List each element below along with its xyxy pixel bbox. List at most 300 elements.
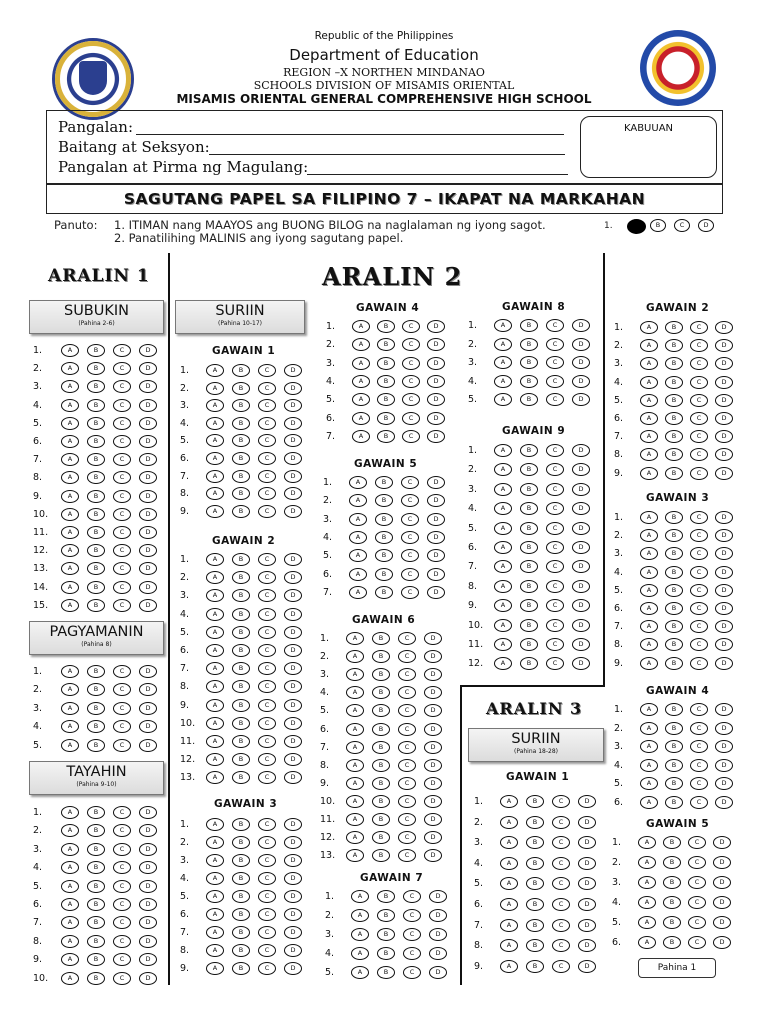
answer-bubble-b[interactable]: B bbox=[665, 602, 683, 615]
answer-bubble-b[interactable]: B bbox=[526, 816, 544, 829]
answer-bubble-d[interactable]: D bbox=[284, 872, 302, 885]
answer-bubble-a[interactable]: A bbox=[352, 412, 370, 425]
answer-bubble-d[interactable]: D bbox=[284, 818, 302, 831]
answer-bubble-d[interactable]: D bbox=[424, 650, 442, 663]
answer-bubble-d[interactable]: D bbox=[572, 599, 590, 612]
answer-bubble-b[interactable]: B bbox=[375, 476, 393, 489]
answer-bubble-b[interactable]: B bbox=[526, 836, 544, 849]
answer-bubble-c[interactable]: C bbox=[552, 857, 570, 870]
answer-bubble-b[interactable]: B bbox=[377, 890, 395, 903]
answer-bubble-a[interactable]: A bbox=[500, 898, 518, 911]
answer-bubble-a[interactable]: A bbox=[638, 916, 656, 929]
answer-bubble-c[interactable]: C bbox=[258, 962, 276, 975]
answer-bubble-c[interactable]: C bbox=[403, 947, 421, 960]
answer-bubble-a[interactable]: A bbox=[640, 703, 658, 716]
answer-bubble-b[interactable]: B bbox=[87, 562, 105, 575]
answer-bubble-c[interactable]: C bbox=[258, 644, 276, 657]
answer-bubble-d[interactable]: D bbox=[715, 529, 733, 542]
answer-bubble-b[interactable]: B bbox=[232, 699, 250, 712]
answer-bubble-d[interactable]: D bbox=[429, 966, 447, 979]
answer-bubble-a[interactable]: A bbox=[61, 490, 79, 503]
answer-bubble-a[interactable]: A bbox=[351, 928, 369, 941]
answer-bubble-d[interactable]: D bbox=[713, 936, 731, 949]
answer-bubble-a[interactable]: A bbox=[640, 357, 658, 370]
answer-bubble-b[interactable]: B bbox=[87, 916, 105, 929]
answer-bubble-c[interactable]: C bbox=[398, 668, 416, 681]
answer-bubble-c[interactable]: C bbox=[398, 777, 416, 790]
answer-bubble-a[interactable]: A bbox=[349, 476, 367, 489]
answer-bubble-a[interactable]: A bbox=[206, 926, 224, 939]
answer-bubble-c[interactable]: C bbox=[113, 702, 131, 715]
answer-bubble-d[interactable]: D bbox=[424, 668, 442, 681]
answer-bubble-d[interactable]: D bbox=[572, 483, 590, 496]
answer-bubble-d[interactable]: D bbox=[139, 683, 157, 696]
answer-bubble-c[interactable]: C bbox=[688, 876, 706, 889]
answer-bubble-c[interactable]: C bbox=[690, 722, 708, 735]
answer-bubble-a[interactable]: A bbox=[640, 448, 658, 461]
answer-bubble-a[interactable]: A bbox=[352, 375, 370, 388]
answer-bubble-a[interactable]: A bbox=[500, 919, 518, 932]
answer-bubble-c[interactable]: C bbox=[690, 566, 708, 579]
answer-bubble-b[interactable]: B bbox=[232, 890, 250, 903]
answer-bubble-d[interactable]: D bbox=[284, 717, 302, 730]
answer-bubble-d[interactable]: D bbox=[424, 741, 442, 754]
answer-bubble-a[interactable]: A bbox=[351, 909, 369, 922]
answer-bubble-a[interactable]: A bbox=[206, 487, 224, 500]
answer-bubble-b[interactable]: B bbox=[87, 898, 105, 911]
answer-bubble-a[interactable]: A bbox=[351, 947, 369, 960]
answer-bubble-d[interactable]: D bbox=[424, 849, 442, 862]
answer-bubble-b[interactable]: B bbox=[232, 608, 250, 621]
answer-bubble-b[interactable]: B bbox=[87, 972, 105, 985]
answer-bubble-b[interactable]: B bbox=[232, 854, 250, 867]
answer-bubble-d[interactable]: D bbox=[139, 599, 157, 612]
answer-bubble-c[interactable]: C bbox=[688, 836, 706, 849]
answer-bubble-a[interactable]: A bbox=[494, 393, 512, 406]
answer-bubble-c[interactable]: C bbox=[402, 357, 420, 370]
answer-bubble-a[interactable]: A bbox=[206, 944, 224, 957]
answer-bubble-b[interactable]: B bbox=[372, 668, 390, 681]
answer-bubble-c[interactable]: C bbox=[690, 357, 708, 370]
answer-bubble-d[interactable]: D bbox=[284, 926, 302, 939]
answer-bubble-a[interactable]: A bbox=[61, 702, 79, 715]
answer-bubble-b[interactable]: B bbox=[663, 916, 681, 929]
answer-bubble-a[interactable]: A bbox=[206, 626, 224, 639]
answer-bubble-b[interactable]: B bbox=[665, 321, 683, 334]
answer-bubble-c[interactable]: C bbox=[402, 393, 420, 406]
answer-bubble-d[interactable]: D bbox=[139, 806, 157, 819]
answer-bubble-b[interactable]: B bbox=[87, 453, 105, 466]
answer-bubble-d[interactable]: D bbox=[715, 584, 733, 597]
answer-bubble-d[interactable]: D bbox=[139, 417, 157, 430]
answer-bubble-d[interactable]: D bbox=[284, 487, 302, 500]
answer-bubble-d[interactable]: D bbox=[429, 928, 447, 941]
answer-bubble-c[interactable]: C bbox=[258, 553, 276, 566]
answer-bubble-d[interactable]: D bbox=[715, 796, 733, 809]
answer-bubble-d[interactable]: D bbox=[427, 513, 445, 526]
answer-bubble-b[interactable]: B bbox=[87, 665, 105, 678]
answer-bubble-c[interactable]: C bbox=[113, 471, 131, 484]
answer-bubble-d[interactable]: D bbox=[427, 412, 445, 425]
answer-bubble-a[interactable]: A bbox=[206, 553, 224, 566]
answer-bubble-d[interactable]: D bbox=[139, 739, 157, 752]
answer-bubble-a[interactable]: A bbox=[494, 463, 512, 476]
answer-bubble-a[interactable]: A bbox=[61, 562, 79, 575]
answer-bubble-b[interactable]: B bbox=[372, 632, 390, 645]
answer-bubble-d[interactable]: D bbox=[715, 547, 733, 560]
answer-bubble-b[interactable]: B bbox=[375, 513, 393, 526]
answer-bubble-a[interactable]: A bbox=[640, 430, 658, 443]
answer-bubble-d[interactable]: D bbox=[572, 522, 590, 535]
answer-bubble-a[interactable]: A bbox=[494, 638, 512, 651]
answer-bubble-b[interactable]: B bbox=[87, 526, 105, 539]
answer-bubble-b[interactable]: B bbox=[665, 657, 683, 670]
answer-bubble-d[interactable]: D bbox=[284, 771, 302, 784]
answer-bubble-c[interactable]: C bbox=[258, 771, 276, 784]
answer-bubble-a[interactable]: A bbox=[494, 599, 512, 612]
answer-bubble-b[interactable]: B bbox=[520, 580, 538, 593]
answer-bubble-a[interactable]: A bbox=[206, 753, 224, 766]
answer-bubble-c[interactable]: C bbox=[688, 896, 706, 909]
name-field[interactable] bbox=[136, 134, 564, 135]
answer-bubble-c[interactable]: C bbox=[546, 444, 564, 457]
answer-bubble-a[interactable]: A bbox=[206, 662, 224, 675]
answer-bubble-c[interactable]: C bbox=[546, 463, 564, 476]
answer-bubble-d[interactable]: D bbox=[139, 843, 157, 856]
answer-bubble-a[interactable]: A bbox=[206, 771, 224, 784]
answer-bubble-b[interactable]: B bbox=[87, 953, 105, 966]
answer-bubble-a[interactable]: A bbox=[61, 344, 79, 357]
answer-bubble-a[interactable]: A bbox=[346, 668, 364, 681]
answer-bubble-a[interactable]: A bbox=[346, 831, 364, 844]
answer-bubble-a[interactable]: A bbox=[494, 580, 512, 593]
answer-bubble-a[interactable]: A bbox=[349, 531, 367, 544]
answer-bubble-a[interactable]: A bbox=[206, 608, 224, 621]
answer-bubble-c[interactable]: C bbox=[258, 680, 276, 693]
answer-bubble-d[interactable]: D bbox=[713, 856, 731, 869]
answer-bubble-b[interactable]: B bbox=[520, 599, 538, 612]
answer-bubble-d[interactable]: D bbox=[715, 722, 733, 735]
answer-bubble-c[interactable]: C bbox=[546, 375, 564, 388]
answer-bubble-c[interactable]: C bbox=[401, 531, 419, 544]
answer-bubble-d[interactable]: D bbox=[139, 453, 157, 466]
answer-bubble-c[interactable]: C bbox=[258, 908, 276, 921]
answer-bubble-d[interactable]: D bbox=[284, 753, 302, 766]
answer-bubble-a[interactable]: A bbox=[61, 843, 79, 856]
answer-bubble-a[interactable]: A bbox=[61, 880, 79, 893]
answer-bubble-a[interactable]: A bbox=[500, 960, 518, 973]
answer-bubble-b[interactable]: B bbox=[665, 357, 683, 370]
answer-bubble-a[interactable]: A bbox=[638, 856, 656, 869]
answer-bubble-a[interactable]: A bbox=[346, 795, 364, 808]
answer-bubble-d[interactable]: D bbox=[139, 526, 157, 539]
answer-bubble-b[interactable]: B bbox=[232, 399, 250, 412]
answer-bubble-d[interactable]: D bbox=[284, 364, 302, 377]
answer-bubble-d[interactable]: D bbox=[284, 662, 302, 675]
answer-bubble-d[interactable]: D bbox=[284, 644, 302, 657]
answer-bubble-a[interactable]: A bbox=[206, 890, 224, 903]
answer-bubble-d[interactable]: D bbox=[715, 321, 733, 334]
answer-bubble-d[interactable]: D bbox=[572, 502, 590, 515]
answer-bubble-c[interactable]: C bbox=[552, 836, 570, 849]
answer-bubble-a[interactable]: A bbox=[61, 417, 79, 430]
answer-bubble-b[interactable]: B bbox=[232, 470, 250, 483]
answer-bubble-d[interactable]: D bbox=[715, 657, 733, 670]
answer-bubble-b[interactable]: B bbox=[232, 553, 250, 566]
answer-bubble-a[interactable]: A bbox=[352, 357, 370, 370]
answer-bubble-a[interactable]: A bbox=[346, 723, 364, 736]
answer-bubble-b[interactable]: B bbox=[372, 831, 390, 844]
answer-bubble-c[interactable]: C bbox=[398, 723, 416, 736]
answer-bubble-b[interactable]: B bbox=[87, 544, 105, 557]
answer-bubble-d[interactable]: D bbox=[139, 898, 157, 911]
answer-bubble-a[interactable]: A bbox=[61, 362, 79, 375]
answer-bubble-c[interactable]: C bbox=[552, 939, 570, 952]
answer-bubble-a[interactable]: A bbox=[494, 560, 512, 573]
answer-bubble-a[interactable]: A bbox=[640, 529, 658, 542]
answer-bubble-c[interactable]: C bbox=[546, 393, 564, 406]
answer-bubble-c[interactable]: C bbox=[258, 836, 276, 849]
answer-bubble-d[interactable]: D bbox=[715, 357, 733, 370]
answer-bubble-c[interactable]: C bbox=[258, 626, 276, 639]
answer-bubble-b[interactable]: B bbox=[232, 962, 250, 975]
answer-bubble-c[interactable]: C bbox=[690, 321, 708, 334]
answer-bubble-c[interactable]: C bbox=[402, 320, 420, 333]
answer-bubble-c[interactable]: C bbox=[401, 494, 419, 507]
answer-bubble-c[interactable]: C bbox=[552, 919, 570, 932]
answer-bubble-d[interactable]: D bbox=[424, 795, 442, 808]
answer-bubble-c[interactable]: C bbox=[258, 589, 276, 602]
answer-bubble-c[interactable]: C bbox=[113, 972, 131, 985]
answer-bubble-a[interactable]: A bbox=[206, 417, 224, 430]
answer-bubble-d[interactable]: D bbox=[284, 382, 302, 395]
answer-bubble-c[interactable]: C bbox=[688, 936, 706, 949]
answer-bubble-a[interactable]: A bbox=[352, 338, 370, 351]
answer-bubble-c[interactable]: C bbox=[113, 508, 131, 521]
answer-bubble-b[interactable]: B bbox=[232, 735, 250, 748]
answer-bubble-a[interactable]: A bbox=[640, 467, 658, 480]
answer-bubble-d[interactable]: D bbox=[427, 531, 445, 544]
answer-bubble-a[interactable]: A bbox=[640, 339, 658, 352]
answer-bubble-d[interactable]: D bbox=[715, 566, 733, 579]
answer-bubble-a[interactable]: A bbox=[346, 777, 364, 790]
answer-bubble-b[interactable]: B bbox=[665, 796, 683, 809]
answer-bubble-b[interactable]: B bbox=[665, 547, 683, 560]
answer-bubble-c[interactable]: C bbox=[398, 831, 416, 844]
answer-bubble-b[interactable]: B bbox=[665, 566, 683, 579]
answer-bubble-b[interactable]: B bbox=[665, 759, 683, 772]
answer-bubble-d[interactable]: D bbox=[139, 544, 157, 557]
answer-bubble-c[interactable]: C bbox=[113, 806, 131, 819]
answer-bubble-c[interactable]: C bbox=[690, 339, 708, 352]
answer-bubble-c[interactable]: C bbox=[258, 608, 276, 621]
answer-bubble-a[interactable]: A bbox=[352, 320, 370, 333]
answer-bubble-b[interactable]: B bbox=[665, 584, 683, 597]
answer-bubble-c[interactable]: C bbox=[398, 795, 416, 808]
answer-bubble-a[interactable]: A bbox=[346, 632, 364, 645]
answer-bubble-c[interactable]: C bbox=[258, 872, 276, 885]
answer-bubble-c[interactable]: C bbox=[113, 824, 131, 837]
answer-bubble-b[interactable]: B bbox=[665, 620, 683, 633]
answer-bubble-a[interactable]: A bbox=[346, 813, 364, 826]
answer-bubble-a[interactable]: A bbox=[351, 890, 369, 903]
answer-bubble-b[interactable]: B bbox=[665, 638, 683, 651]
answer-bubble-b[interactable]: B bbox=[520, 444, 538, 457]
answer-bubble-a[interactable]: A bbox=[640, 584, 658, 597]
answer-bubble-d[interactable]: D bbox=[424, 759, 442, 772]
answer-bubble-b[interactable]: B bbox=[232, 836, 250, 849]
answer-bubble-a[interactable]: A bbox=[500, 836, 518, 849]
answer-bubble-b[interactable]: B bbox=[377, 375, 395, 388]
answer-bubble-d[interactable]: D bbox=[424, 813, 442, 826]
answer-bubble-c[interactable]: C bbox=[401, 476, 419, 489]
answer-bubble-c[interactable]: C bbox=[258, 452, 276, 465]
answer-bubble-d[interactable]: D bbox=[284, 699, 302, 712]
answer-bubble-c[interactable]: C bbox=[258, 753, 276, 766]
answer-bubble-a[interactable]: A bbox=[640, 566, 658, 579]
answer-bubble-b[interactable]: B bbox=[665, 394, 683, 407]
answer-bubble-b[interactable]: B bbox=[372, 777, 390, 790]
answer-bubble-c[interactable]: C bbox=[403, 928, 421, 941]
answer-bubble-b[interactable]: B bbox=[665, 467, 683, 480]
answer-bubble-d[interactable]: D bbox=[139, 508, 157, 521]
answer-bubble-d[interactable]: D bbox=[139, 399, 157, 412]
answer-bubble-c[interactable]: C bbox=[398, 632, 416, 645]
answer-bubble-b[interactable]: B bbox=[232, 417, 250, 430]
answer-bubble-b[interactable]: B bbox=[377, 947, 395, 960]
answer-bubble-b[interactable]: B bbox=[87, 344, 105, 357]
answer-bubble-a[interactable]: A bbox=[206, 505, 224, 518]
answer-bubble-d[interactable]: D bbox=[284, 836, 302, 849]
answer-bubble-c[interactable]: C bbox=[401, 586, 419, 599]
answer-bubble-d[interactable]: D bbox=[427, 393, 445, 406]
answer-bubble-b[interactable]: B bbox=[232, 771, 250, 784]
answer-bubble-c[interactable]: C bbox=[690, 376, 708, 389]
answer-bubble-a[interactable]: A bbox=[638, 936, 656, 949]
answer-bubble-b[interactable]: B bbox=[372, 849, 390, 862]
answer-bubble-d[interactable]: D bbox=[578, 795, 596, 808]
answer-bubble-c[interactable]: C bbox=[690, 584, 708, 597]
answer-bubble-d[interactable]: D bbox=[713, 876, 731, 889]
answer-bubble-a[interactable]: A bbox=[352, 393, 370, 406]
answer-bubble-b[interactable]: B bbox=[375, 586, 393, 599]
answer-bubble-c[interactable]: C bbox=[113, 861, 131, 874]
answer-bubble-b[interactable]: B bbox=[372, 650, 390, 663]
answer-bubble-b[interactable]: B bbox=[665, 412, 683, 425]
answer-bubble-a[interactable]: A bbox=[494, 444, 512, 457]
answer-bubble-b[interactable]: B bbox=[87, 362, 105, 375]
answer-bubble-b[interactable]: B bbox=[232, 452, 250, 465]
answer-bubble-a[interactable]: A bbox=[494, 502, 512, 515]
answer-bubble-b[interactable]: B bbox=[87, 399, 105, 412]
answer-bubble-b[interactable]: B bbox=[663, 856, 681, 869]
answer-bubble-a[interactable]: A bbox=[494, 338, 512, 351]
answer-bubble-b[interactable]: B bbox=[520, 319, 538, 332]
answer-bubble-d[interactable]: D bbox=[424, 723, 442, 736]
answer-bubble-c[interactable]: C bbox=[690, 638, 708, 651]
answer-bubble-c[interactable]: C bbox=[258, 717, 276, 730]
answer-bubble-b[interactable]: B bbox=[377, 430, 395, 443]
answer-bubble-c[interactable]: C bbox=[552, 960, 570, 973]
answer-bubble-a[interactable]: A bbox=[351, 966, 369, 979]
answer-bubble-b[interactable]: B bbox=[372, 686, 390, 699]
answer-bubble-c[interactable]: C bbox=[690, 547, 708, 560]
answer-bubble-d[interactable]: D bbox=[713, 896, 731, 909]
answer-bubble-a[interactable]: A bbox=[206, 399, 224, 412]
answer-bubble-b[interactable]: B bbox=[87, 508, 105, 521]
answer-bubble-a[interactable]: A bbox=[206, 717, 224, 730]
answer-bubble-b[interactable]: B bbox=[526, 857, 544, 870]
answer-bubble-d[interactable]: D bbox=[284, 962, 302, 975]
answer-bubble-c[interactable]: C bbox=[113, 417, 131, 430]
answer-bubble-b[interactable]: B bbox=[663, 896, 681, 909]
answer-bubble-c[interactable]: C bbox=[546, 502, 564, 515]
answer-bubble-d[interactable]: D bbox=[572, 657, 590, 670]
answer-bubble-b[interactable]: B bbox=[526, 795, 544, 808]
answer-bubble-b[interactable]: B bbox=[520, 638, 538, 651]
answer-bubble-c[interactable]: C bbox=[398, 704, 416, 717]
answer-bubble-c[interactable]: C bbox=[113, 526, 131, 539]
answer-bubble-b[interactable]: B bbox=[526, 919, 544, 932]
answer-bubble-b[interactable]: B bbox=[232, 382, 250, 395]
answer-bubble-d[interactable]: D bbox=[139, 344, 157, 357]
answer-bubble-c[interactable]: C bbox=[113, 490, 131, 503]
answer-bubble-d[interactable]: D bbox=[284, 944, 302, 957]
answer-bubble-a[interactable]: A bbox=[206, 571, 224, 584]
answer-bubble-a[interactable]: A bbox=[640, 740, 658, 753]
answer-bubble-a[interactable]: A bbox=[640, 547, 658, 560]
answer-bubble-b[interactable]: B bbox=[372, 795, 390, 808]
answer-bubble-c[interactable]: C bbox=[258, 854, 276, 867]
answer-bubble-d[interactable]: D bbox=[284, 505, 302, 518]
answer-bubble-d[interactable]: D bbox=[715, 394, 733, 407]
answer-bubble-a[interactable]: A bbox=[640, 638, 658, 651]
answer-bubble-c[interactable]: C bbox=[258, 818, 276, 831]
answer-bubble-a[interactable]: A bbox=[500, 939, 518, 952]
answer-bubble-d[interactable]: D bbox=[427, 357, 445, 370]
answer-bubble-c[interactable]: C bbox=[690, 529, 708, 542]
answer-bubble-c[interactable]: C bbox=[690, 430, 708, 443]
answer-bubble-a[interactable]: A bbox=[61, 581, 79, 594]
answer-bubble-d[interactable]: D bbox=[139, 824, 157, 837]
answer-bubble-a[interactable]: A bbox=[494, 541, 512, 554]
answer-bubble-a[interactable]: A bbox=[494, 375, 512, 388]
answer-bubble-c[interactable]: C bbox=[690, 620, 708, 633]
answer-bubble-a[interactable]: A bbox=[640, 722, 658, 735]
answer-bubble-a[interactable]: A bbox=[61, 599, 79, 612]
answer-bubble-b[interactable]: B bbox=[232, 717, 250, 730]
answer-bubble-a[interactable]: A bbox=[61, 508, 79, 521]
answer-bubble-b[interactable]: B bbox=[526, 939, 544, 952]
answer-bubble-c[interactable]: C bbox=[690, 602, 708, 615]
answer-bubble-b[interactable]: B bbox=[87, 935, 105, 948]
answer-bubble-b[interactable]: B bbox=[375, 531, 393, 544]
answer-bubble-b[interactable]: B bbox=[87, 843, 105, 856]
answer-bubble-b[interactable]: B bbox=[372, 813, 390, 826]
answer-bubble-a[interactable]: A bbox=[640, 602, 658, 615]
answer-bubble-b[interactable]: B bbox=[520, 560, 538, 573]
answer-bubble-b[interactable]: B bbox=[87, 739, 105, 752]
answer-bubble-d[interactable]: D bbox=[578, 898, 596, 911]
answer-bubble-a[interactable]: A bbox=[206, 836, 224, 849]
answer-bubble-a[interactable]: A bbox=[500, 877, 518, 890]
answer-bubble-c[interactable]: C bbox=[546, 522, 564, 535]
answer-bubble-d[interactable]: D bbox=[139, 362, 157, 375]
answer-bubble-b[interactable]: B bbox=[377, 320, 395, 333]
answer-bubble-a[interactable]: A bbox=[494, 483, 512, 496]
answer-bubble-d[interactable]: D bbox=[284, 608, 302, 621]
answer-bubble-c[interactable]: C bbox=[546, 338, 564, 351]
